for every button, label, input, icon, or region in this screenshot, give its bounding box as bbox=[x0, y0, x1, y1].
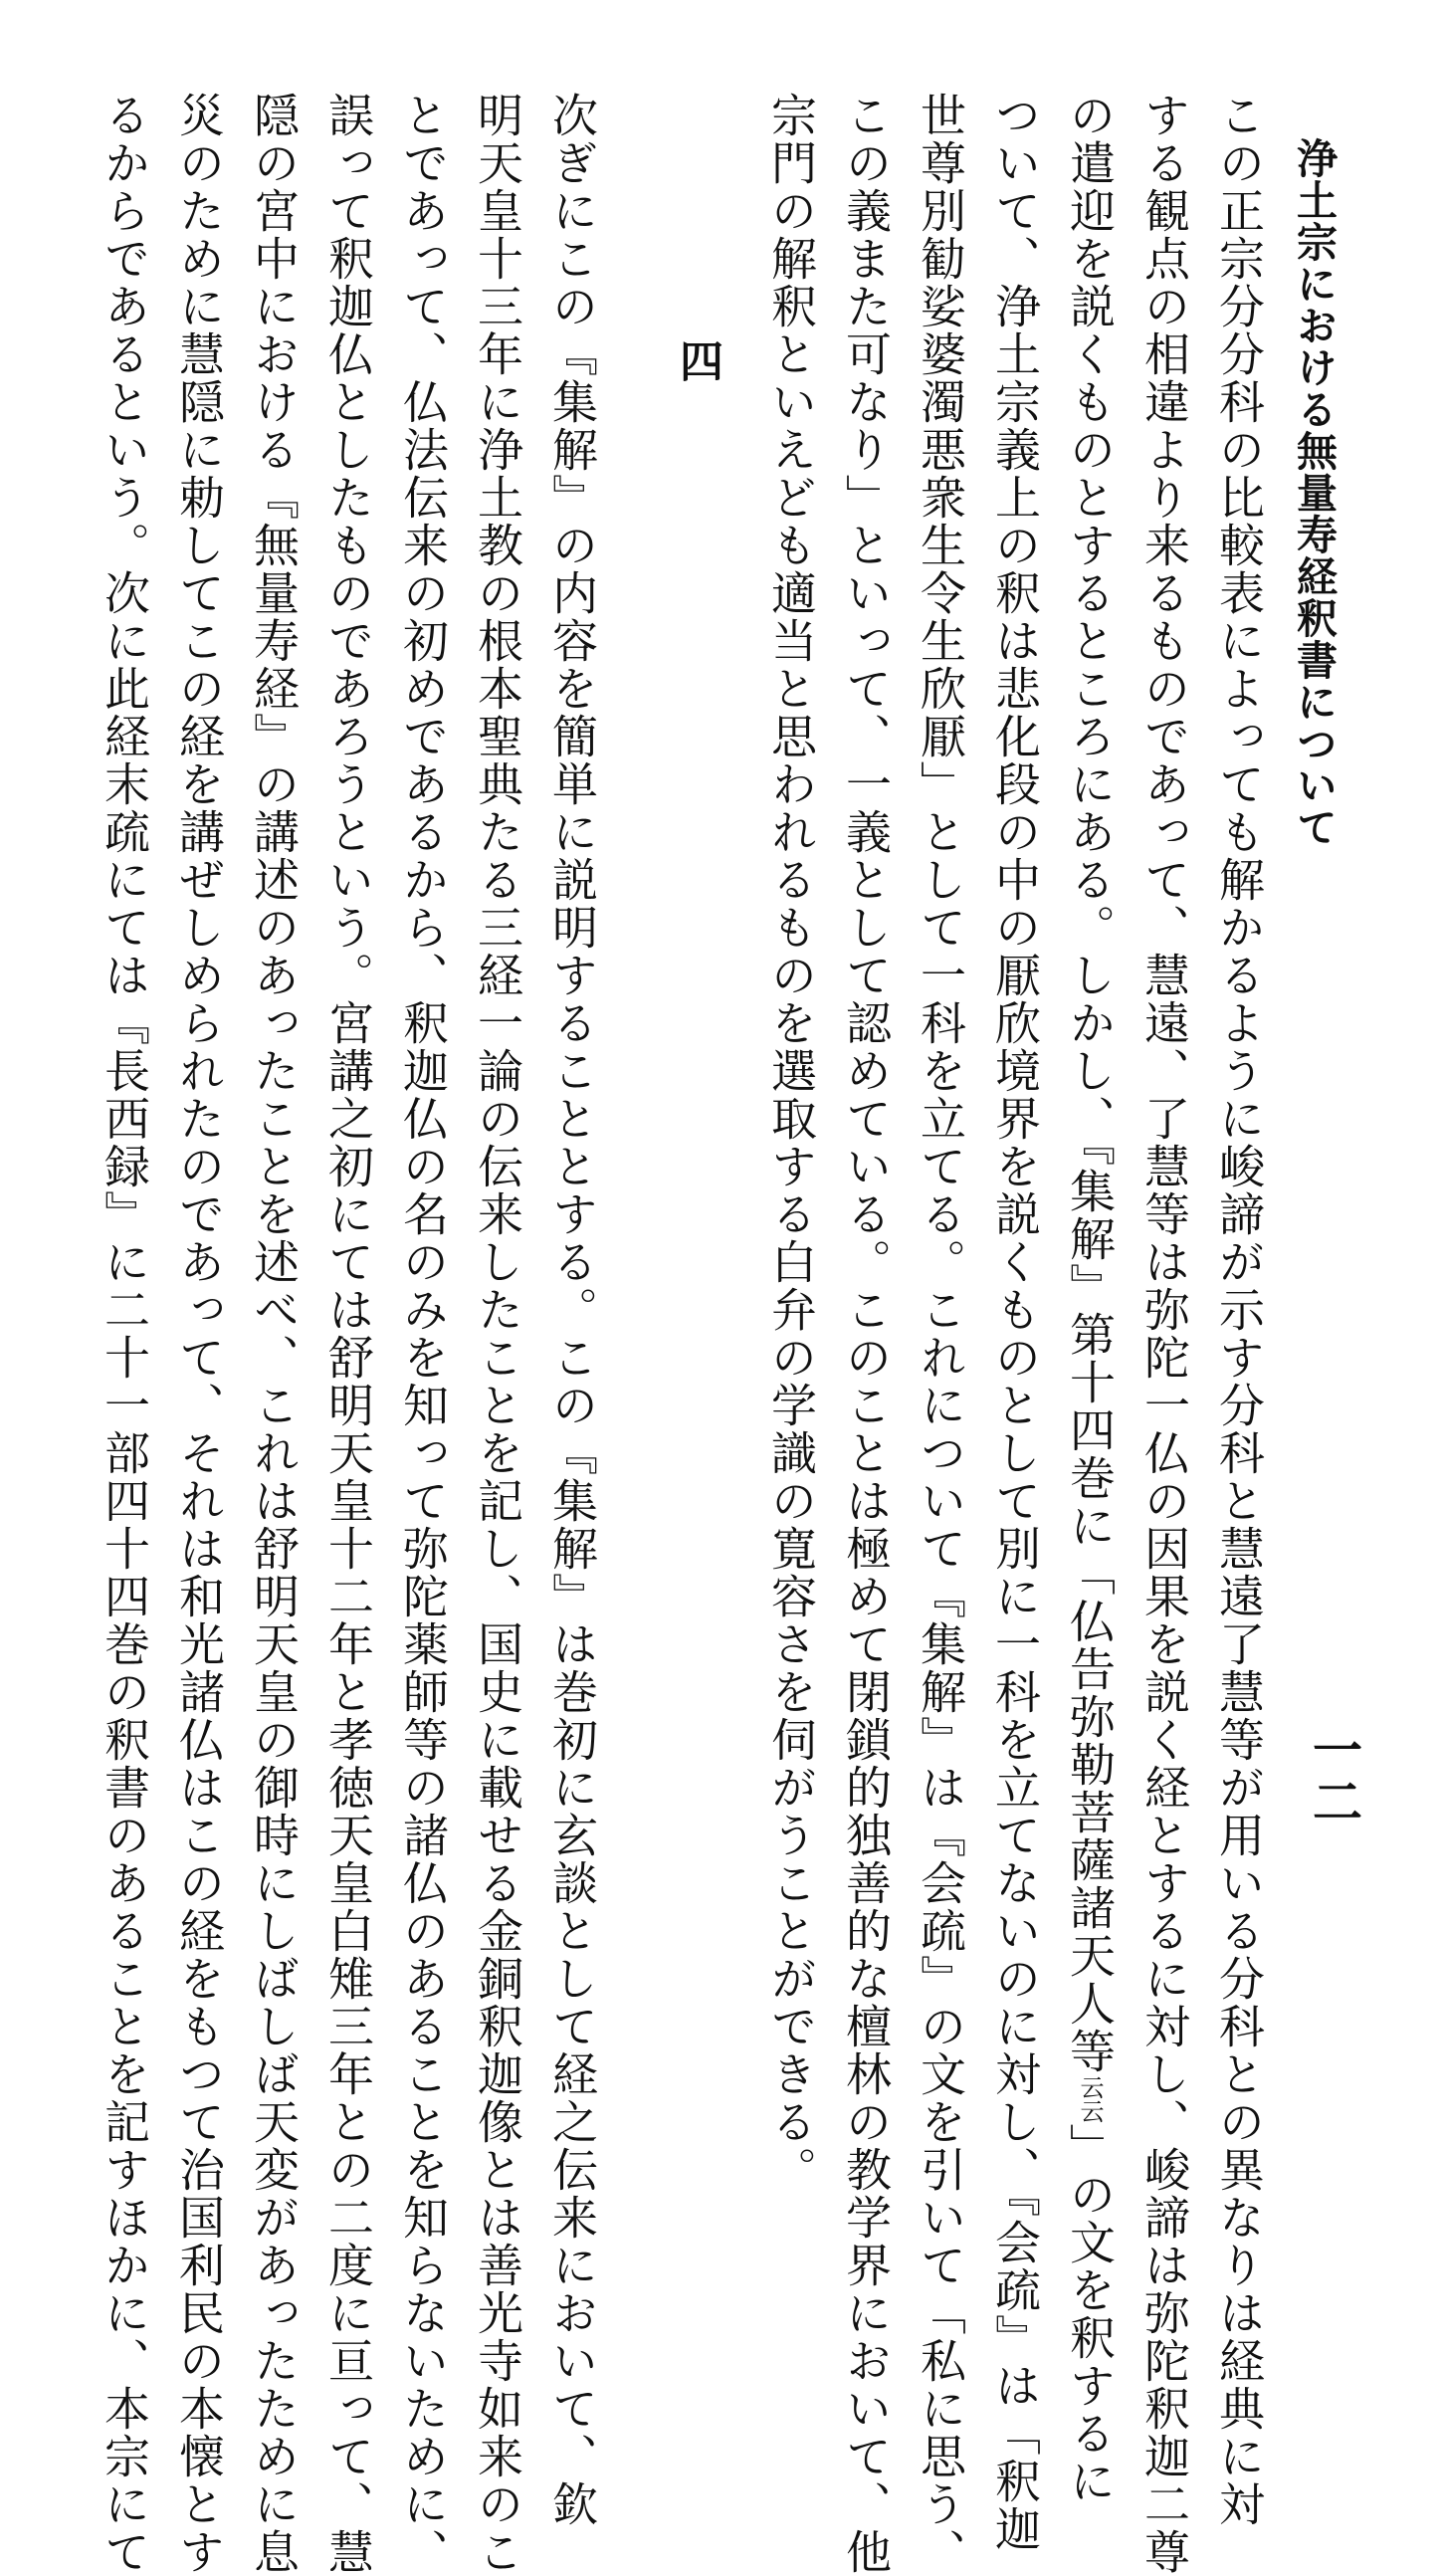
text-line: 次ぎにこの『集解』の内容を簡単に説明することとする。この『集解』は巻初に玄談として経之伝来において、欽 bbox=[545, 92, 599, 2528]
text-line: 災のために慧隠に勅してこの経を講ぜしめられたのであって、それは和光諸仏はこの経をもつて治国利民の本懐とす bbox=[172, 92, 226, 2576]
page-number: 一二 bbox=[1305, 1724, 1363, 1827]
text-line: 世尊別勧娑婆濁悪衆生令生欣厭」として一科を立てる。これについて『集解』は『会疏』の文を引いて「私に思う、 bbox=[914, 92, 967, 2576]
text-line: 明天皇十三年に浄土教の根本聖典たる三経一論の伝来したことを記し、国史に載せる金銅釈迦像とは善光寺如来のこ bbox=[471, 92, 524, 2576]
text-line: ついて、浄土宗義上の釈は悲化段の中の厭欣境界を説くものとして別に一科を立てないのに対し、『会疏』は「釈迦 bbox=[988, 92, 1042, 2553]
running-title: 浄土宗における無量寿経釈書について bbox=[1290, 137, 1338, 848]
text-line: るからであるという。次に此経末疏にては『長西録』に二十一部四十四巻の釈書のあることを記すほかに、本宗にて bbox=[98, 92, 151, 2576]
text-line: 誤って釈迦仏としたものであろうという。宮講之初にては舒明天皇十二年と孝徳天皇白雉三年との二度に亘って、慧 bbox=[321, 92, 375, 2576]
text-line: この正宗分分科の比較表によっても解かるように峻諦が示す分科と慧遠了慧等が用いる分科との異なりは経典に対 bbox=[1212, 92, 1266, 2528]
text-line bbox=[1060, 92, 1120, 2505]
text-line: とであって、仏法伝来の初めであるから、釈迦仏の名のみを知って弥陀薬師等の諸仏のあることを知らないために、 bbox=[396, 92, 450, 2576]
section-heading: 四 bbox=[672, 338, 722, 384]
inline-note: 云云 bbox=[1076, 2075, 1104, 2123]
text-line-tail: 」の文を釈するに bbox=[1063, 2123, 1117, 2505]
text-line: 宗門の解釈といえども適当と思われるものを選取する白弁の学識の寛容さを伺がうことができる。 bbox=[764, 92, 818, 2194]
text-line-main: の遣迎を説くものとするところにある。しかし、『集解』第十四巻に「仏告弥勒菩薩諸天人等 bbox=[1063, 92, 1117, 2075]
text-line: 隠の宮中における『無量寿経』の講述のあったことを述べ、これは舒明天皇の御時にしばしば天変があったために息 bbox=[247, 92, 301, 2576]
text-line: する観点の相違より来るものであって、慧遠、了慧等は弥陀一仏の因果を説く経とするに対し、峻諦は弥陀釈迦二尊 bbox=[1137, 92, 1191, 2576]
text-line: この義また可なり」といって、一義として認めている。このことは極めて閉鎖的独善的な檀林の教学界において、他 bbox=[839, 92, 893, 2576]
